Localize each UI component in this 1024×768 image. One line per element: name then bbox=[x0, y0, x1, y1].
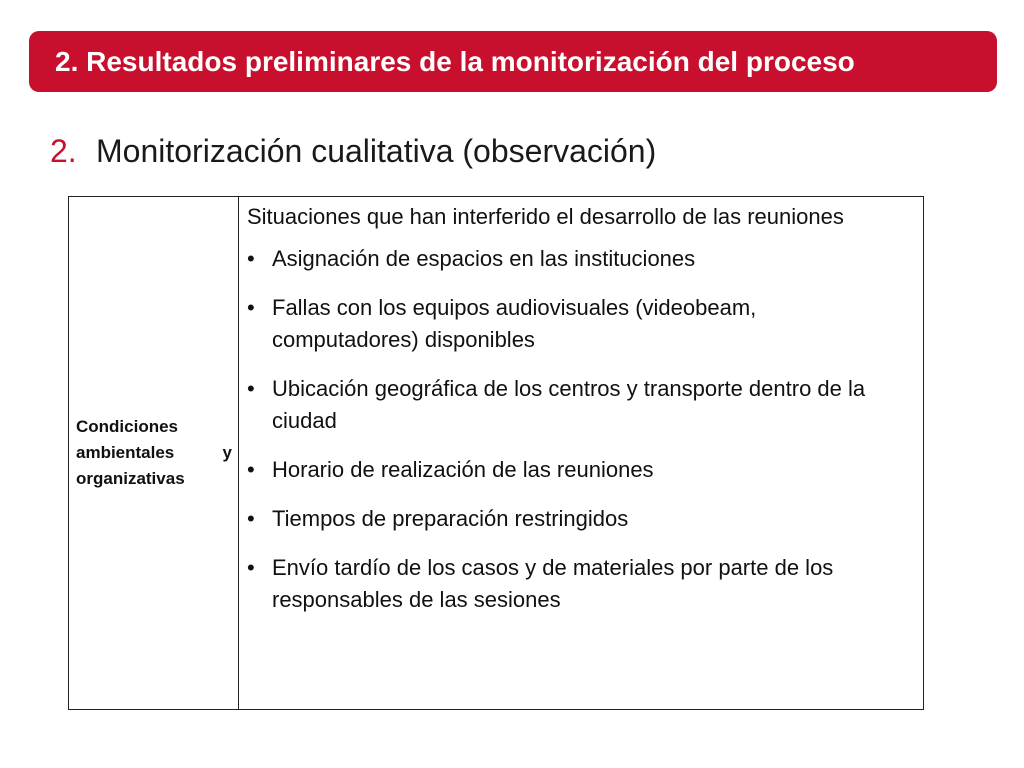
list-item-text: Envío tardío de los casos y de materiales por parte de los responsables de las sesiones bbox=[272, 555, 834, 612]
list-item-text: Ubicación geográfica de los centros y transporte dentro de la ciudad bbox=[272, 376, 866, 433]
bullet-list bbox=[247, 243, 903, 616]
bullet-icon: • bbox=[247, 506, 255, 531]
list-item-text: Horario de realización de las reuniones bbox=[272, 457, 654, 482]
description-cell bbox=[239, 197, 923, 709]
list-item-text: Asignación de espacios en las instituciones bbox=[272, 246, 696, 271]
slide-title: 2. Resultados preliminares de la monitorización del proceso bbox=[55, 45, 855, 77]
bullet-icon: • bbox=[247, 457, 255, 482]
content-table bbox=[68, 196, 924, 710]
section-heading bbox=[50, 133, 656, 170]
list-item bbox=[247, 373, 903, 437]
category-cell bbox=[69, 197, 239, 709]
bullet-icon: • bbox=[247, 376, 255, 401]
list-item bbox=[247, 292, 903, 356]
bullet-icon: • bbox=[247, 246, 255, 271]
bullet-icon: • bbox=[247, 555, 255, 580]
list-item bbox=[247, 454, 903, 486]
list-item bbox=[247, 552, 903, 616]
list-item-text: Fallas con los equipos audiovisuales (videobeam, computadores) disponibles bbox=[272, 295, 757, 352]
list-item-text: Tiempos de preparación restringidos bbox=[272, 506, 629, 531]
bullet-icon: • bbox=[247, 295, 255, 320]
list-item bbox=[247, 503, 903, 535]
title-banner bbox=[29, 31, 997, 92]
intro-text: Situaciones que han interferido el desarrollo de las reuniones bbox=[247, 204, 844, 229]
category-label: Condiciones ambientales y organizativas bbox=[76, 417, 232, 488]
section-number: 2. bbox=[50, 133, 77, 169]
list-item bbox=[247, 243, 903, 275]
section-title: Monitorización cualitativa (observación) bbox=[96, 133, 657, 169]
